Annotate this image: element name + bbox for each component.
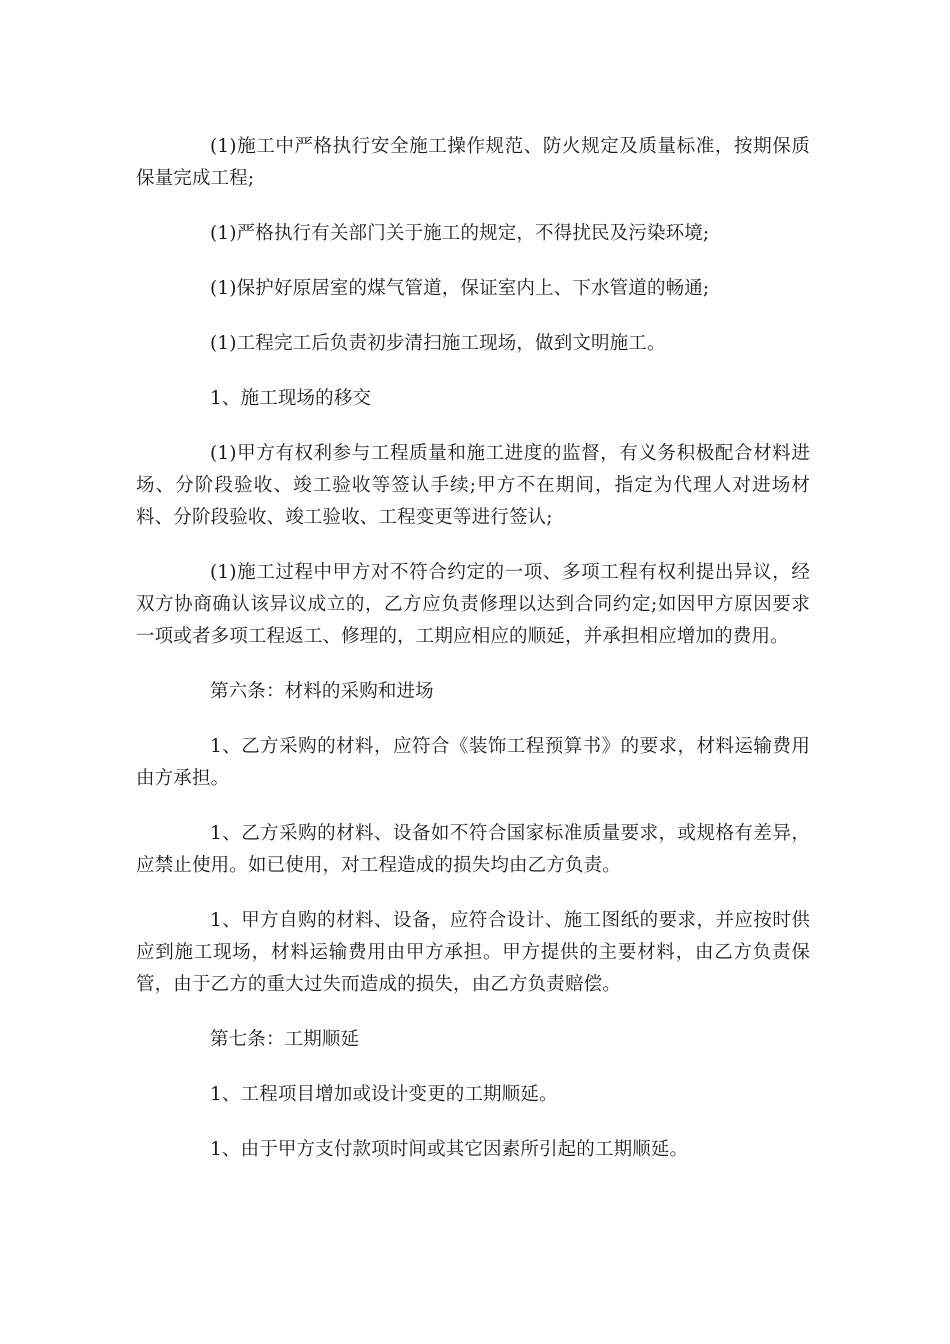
paragraph-objection-rework: (1)施工过程中甲方对不符合约定的一项、多项工程有权利提出异议，经双方协商确认该异议成立的，乙方应负责修理以达到合同约定;如因甲方原因要求一项或者多项工程返工、修理的，工期应相应的顺延，并承担相应增加的费用。 bbox=[136, 562, 810, 647]
article-6-heading: 第六条：材料的采购和进场 bbox=[210, 681, 434, 702]
paragraph-no-disturbance: (1)严格执行有关部门关于施工的规定，不得扰民及污染环境; bbox=[210, 223, 710, 244]
paragraph-party-a-supervision: (1)甲方有权利参与工程质量和施工进度的监督，有义务积极配合材料进场、分阶段验收、竣工验收等签认手续;甲方不在期间，指定为代理人对进场材料、分阶段验收、竣工验收、工程变更等进行签认; bbox=[136, 443, 810, 528]
paragraph-site-handover-heading: 1、施工现场的移交 bbox=[210, 388, 372, 409]
document-body bbox=[136, 131, 810, 1189]
article-7-heading: 第七条：工期顺延 bbox=[210, 1029, 360, 1050]
paragraph-party-a-materials: 1、甲方自购的材料、设备，应符合设计、施工图纸的要求，并应按时供应到施工现场，材料运输费用由甲方承担。甲方提供的主要材料，由乙方负责保管，由于乙方的重大过失而造成的损失，由乙方负责赔偿。 bbox=[136, 910, 810, 995]
paragraph-design-change-extension: 1、工程项目增加或设计变更的工期顺延。 bbox=[210, 1084, 558, 1105]
paragraph-safety-standards: (1)施工中严格执行安全施工操作规范、防火规定及质量标准，按期保质保量完成工程; bbox=[136, 136, 810, 189]
paragraph-site-cleanup: (1)工程完工后负责初步清扫施工现场，做到文明施工。 bbox=[210, 333, 666, 354]
paragraph-nonconforming-materials: 1、乙方采购的材料、设备如不符合国家标准质量要求，或规格有差异，应禁止使用。如已使用，对工程造成的损失均由乙方负责。 bbox=[136, 823, 810, 876]
paragraph-party-b-materials: 1、乙方采购的材料，应符合《装饰工程预算书》的要求，材料运输费用由方承担。 bbox=[136, 736, 810, 789]
paragraph-payment-delay-extension: 1、由于甲方支付款项时间或其它因素所引起的工期顺延。 bbox=[210, 1139, 689, 1160]
paragraph-protect-pipes: (1)保护好原居室的煤气管道，保证室内上、下水管道的畅通; bbox=[210, 278, 710, 299]
